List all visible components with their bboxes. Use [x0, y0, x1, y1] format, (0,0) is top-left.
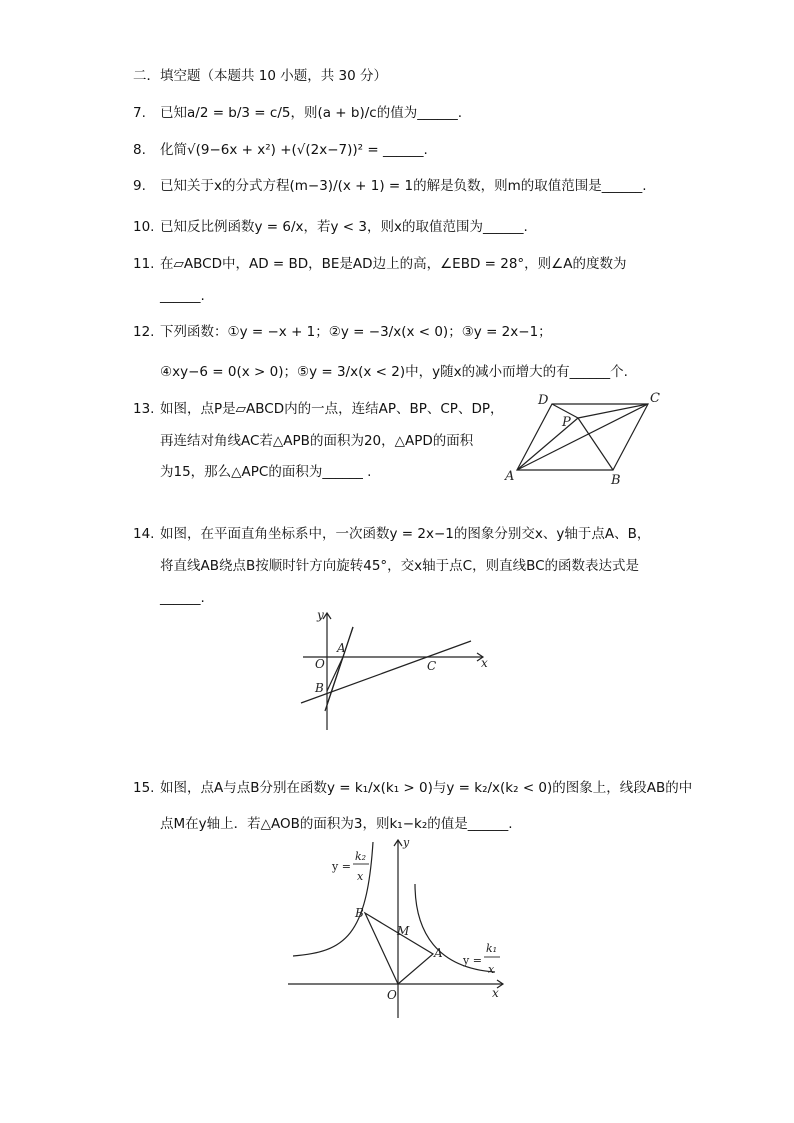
label-y-axis: y: [317, 608, 324, 622]
label-b: B: [611, 473, 621, 488]
question-number: 10.: [133, 219, 155, 235]
question-text: ④xy−6 = 0(x > 0)；⑤y = 3/x(x < 2)中，y随x的减小而增大的有______个.: [160, 364, 628, 380]
label-x-axis: x: [492, 986, 499, 1000]
label-c: C: [427, 659, 437, 673]
parallelogram-figure: [500, 388, 670, 488]
label-p: P: [562, 415, 571, 430]
question-text: 在▱ABCD中，AD = BD，BE是AD边上的高，∠EBD = 28°，则∠A的度数为: [160, 256, 627, 272]
hyperbola-figure-15: [285, 836, 510, 1022]
formula-k2-lhs: y =: [332, 860, 351, 873]
formula-k2-num: k₂: [355, 850, 367, 863]
question-text: 下列函数：①y = −x + 1；②y = −3/x(x < 0)；③y = 2x−1；: [160, 324, 552, 340]
label-c: C: [650, 391, 660, 406]
question-text: 点M在y轴上．若△AOB的面积为3，则k₁−k₂的值是______.: [160, 816, 513, 832]
section-title: 二．填空题（本题共 10 小题，共 30 分）: [133, 68, 388, 84]
formula-k2-den: x: [357, 870, 364, 883]
label-x-axis: x: [481, 656, 488, 670]
label-o: O: [387, 988, 397, 1002]
label-d: D: [538, 393, 549, 408]
label-a: A: [337, 641, 346, 655]
question-text: 将直线AB绕点B按顺时针方向旋转45°，交x轴于点C，则直线BC的函数表达式是: [160, 558, 640, 574]
question-number: 12.: [133, 324, 155, 340]
label-m: M: [397, 924, 410, 938]
formula-k1-den: x: [488, 963, 495, 976]
question-text: 已知关于x的分式方程(m−3)/(x + 1) = 1的解是负数，则m的取值范围是______.: [160, 178, 647, 194]
formula-k1-lhs: y =: [463, 954, 482, 967]
question-text: 再连结对角线AC若△APB的面积为20，△APD的面积: [160, 433, 474, 449]
question-number: 11.: [133, 256, 155, 272]
question-number: 9.: [133, 178, 146, 194]
question-number: 15.: [133, 780, 155, 796]
label-a: A: [505, 469, 515, 484]
question-text: 如图，点A与点B分别在函数y = k₁/x(k₁ > 0)与y = k₂/x(k₂ < 0)的图象上，线段AB的中: [160, 780, 693, 796]
question-text: 已知反比例函数y = 6/x，若y < 3，则x的取值范围为______.: [160, 219, 528, 235]
question-number: 8.: [133, 142, 146, 158]
question-number: 13.: [133, 401, 155, 417]
question-text: 化简√(9−6x + x²) +(√(2x−7))² = ______.: [160, 142, 428, 158]
label-y-axis: y: [403, 836, 410, 849]
question-text: 已知a/2 = b/3 = c/5，则(a + b)/c的值为______.: [160, 105, 462, 121]
answer-blank: ______.: [160, 590, 205, 606]
coordinate-figure-14: [295, 605, 495, 735]
label-a: A: [434, 946, 443, 960]
question-number: 7.: [133, 105, 146, 121]
label-o: O: [315, 657, 325, 671]
question-text: 如图，在平面直角坐标系中，一次函数y = 2x−1的图象分别交x、y轴于点A、B，: [160, 526, 651, 542]
question-number: 14.: [133, 526, 155, 542]
question-text: 为15，那么△APC的面积为______ .: [160, 464, 372, 480]
label-b: B: [355, 906, 364, 920]
formula-k1-num: k₁: [486, 942, 498, 955]
answer-blank: ______.: [160, 288, 205, 304]
label-b: B: [315, 681, 324, 695]
question-text: 如图，点P是▱ABCD内的一点，连结AP、BP、CP、DP，: [160, 401, 504, 417]
